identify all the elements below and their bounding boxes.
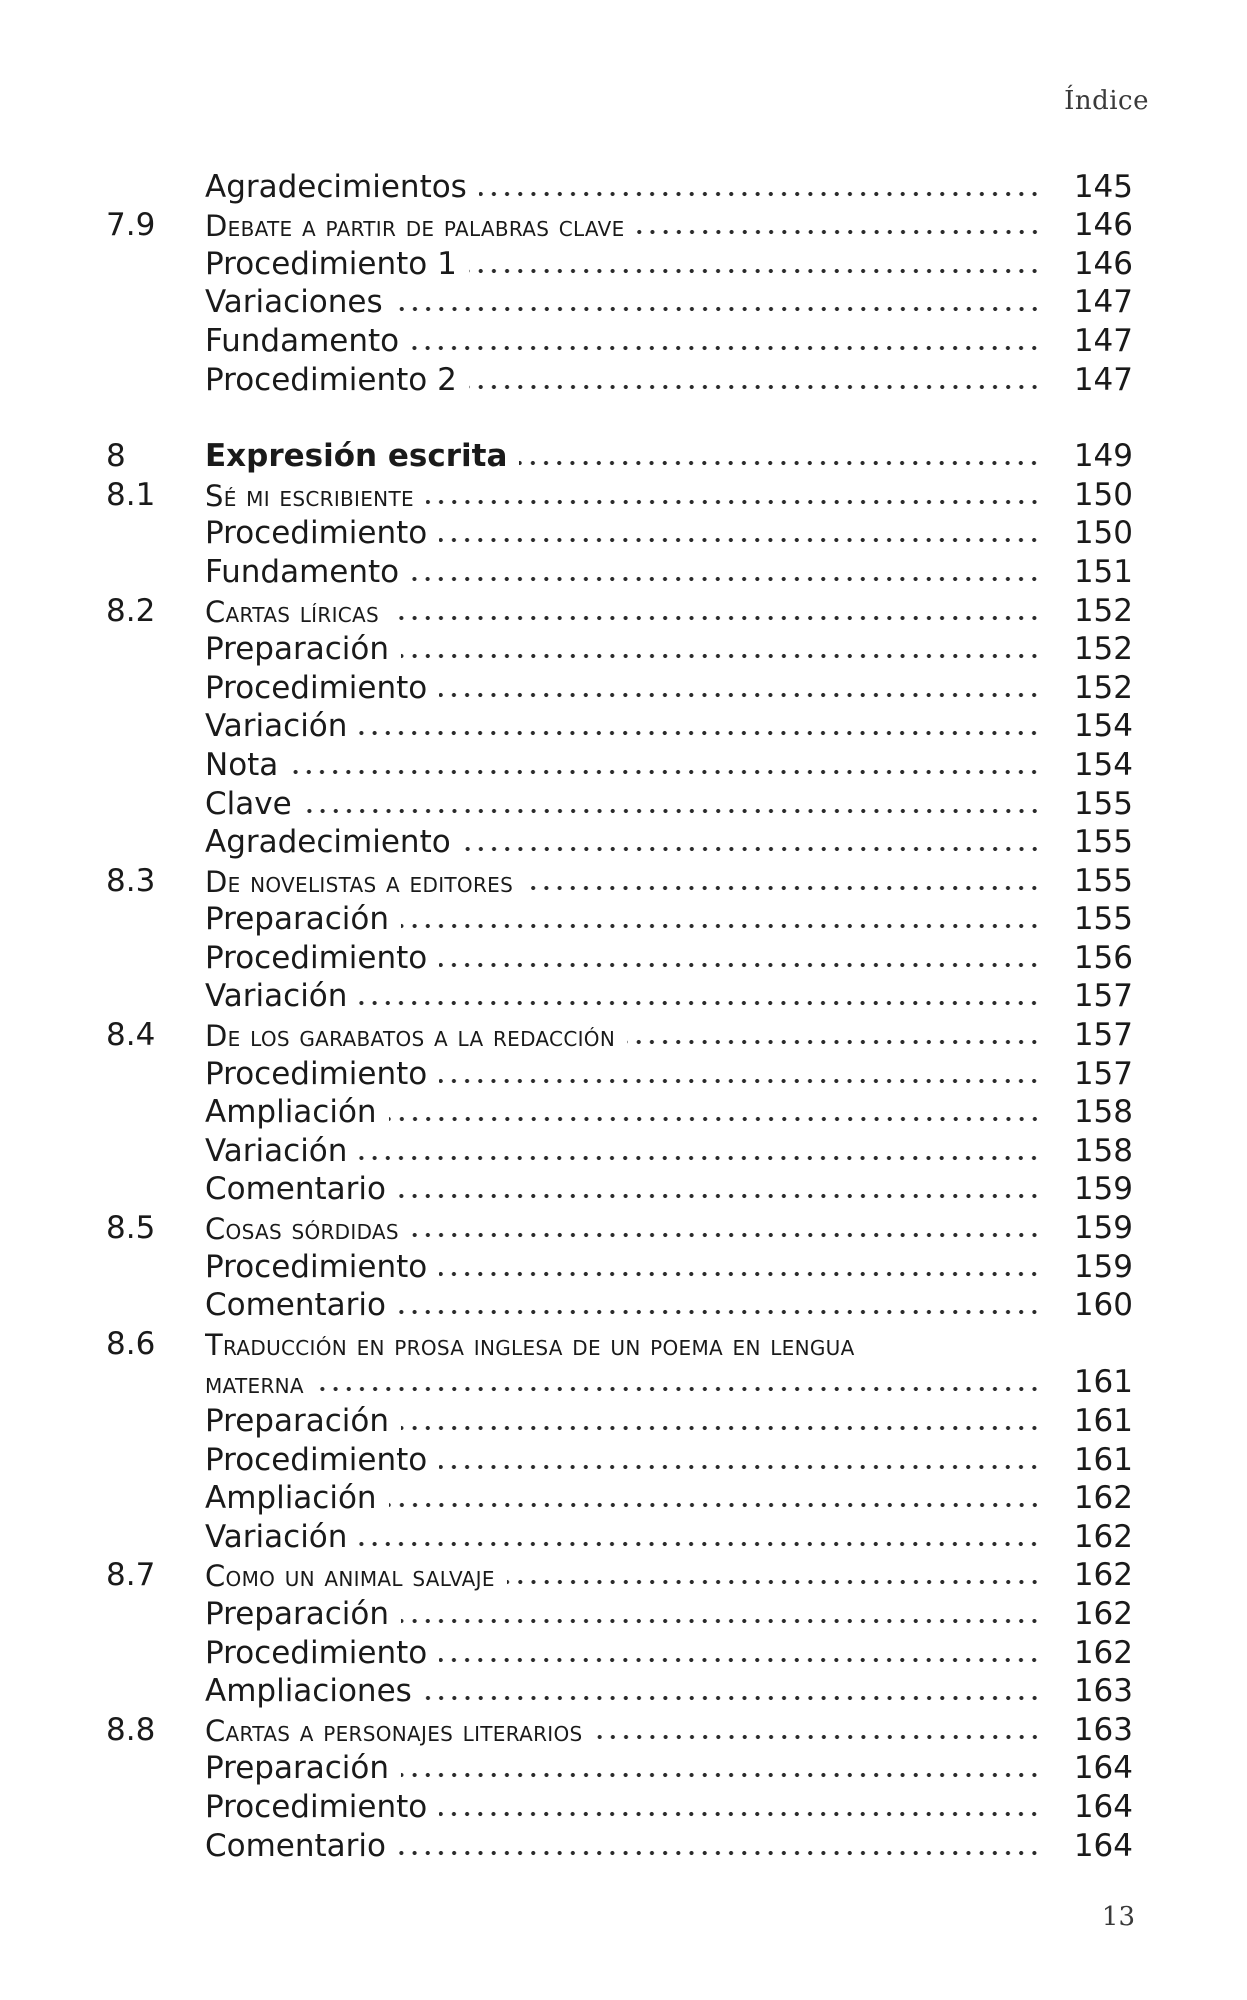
dot-leader: [426, 499, 1041, 505]
toc-entry-title-leader: [205, 1750, 1041, 1786]
toc-entry-title: Variaciones: [205, 284, 383, 321]
toc-entry: [0, 980, 1247, 1019]
dot-leader: [439, 1271, 1041, 1277]
dot-leader: [463, 846, 1041, 852]
toc-entry-title: Preparación: [205, 631, 389, 668]
toc-entry-page: 149: [1073, 438, 1133, 475]
toc-entry-title-leader: [205, 1019, 1041, 1053]
toc-entry-title: Procedimiento 1: [205, 245, 457, 282]
toc-entry-title-leader: [205, 1287, 1041, 1323]
toc-entry: [0, 710, 1247, 749]
toc-entry-title: Cartas líricas: [205, 594, 380, 629]
toc-entry-page: 161: [1073, 1364, 1133, 1401]
toc-entry-page: 159: [1073, 1210, 1133, 1247]
toc-entry-page: 164: [1073, 1788, 1133, 1825]
toc-entry-page: 161: [1073, 1441, 1133, 1478]
toc-entry-title: Procedimiento: [205, 1055, 428, 1092]
toc-entry: [0, 826, 1247, 865]
toc-entry-title: Ampliación: [205, 1480, 377, 1517]
toc-entry: [0, 1713, 1247, 1752]
dot-leader: [595, 1734, 1041, 1740]
toc-entry-number: 8.6: [106, 1325, 156, 1362]
dot-leader: [359, 1541, 1041, 1547]
toc-entry-title: Procedimiento: [205, 1634, 428, 1671]
toc-entry: [0, 324, 1247, 363]
toc-entry-title-leader: [205, 747, 1041, 783]
table-of-contents: [0, 170, 1247, 1868]
toc-entry: [0, 1636, 1247, 1675]
dot-leader: [439, 962, 1041, 968]
toc-entry-title-leader: [205, 1596, 1041, 1632]
toc-entry-page: 152: [1073, 592, 1133, 629]
toc-entry-title: De novelistas a editores: [205, 864, 514, 899]
toc-entry-title-leader: [205, 1094, 1041, 1130]
dot-leader: [439, 1078, 1041, 1084]
toc-entry-title: materna: [205, 1366, 304, 1401]
toc-entry-page: 164: [1073, 1827, 1133, 1864]
toc-entry-page: 164: [1073, 1750, 1133, 1787]
toc-entry-number: 8: [106, 438, 126, 475]
toc-entry-title-leader: [205, 1559, 1041, 1593]
toc-entry-page: 158: [1073, 1132, 1133, 1169]
toc-entry-page: 152: [1073, 669, 1133, 706]
toc-entry-title: Clave: [205, 785, 292, 822]
dot-leader: [304, 808, 1041, 814]
dot-leader: [627, 1039, 1041, 1045]
toc-entry: [0, 1057, 1247, 1096]
dot-leader: [389, 1502, 1041, 1508]
dot-leader: [401, 1772, 1041, 1778]
toc-entry-title: Fundamento: [205, 553, 400, 590]
dot-leader: [439, 1811, 1041, 1817]
toc-entry-title-leader: [205, 438, 1041, 474]
toc-entry-title: Procedimiento: [205, 1248, 428, 1285]
toc-entry-title-leader: [205, 1714, 1041, 1748]
toc-entry-title: Cosas sórdidas: [205, 1212, 399, 1247]
toc-entry-number: 8.3: [106, 862, 156, 899]
toc-entry-number: 7.9: [106, 207, 156, 244]
dot-leader: [398, 1193, 1041, 1199]
dot-leader: [411, 576, 1041, 582]
toc-entry-page: 162: [1073, 1634, 1133, 1671]
toc-entry-title-leader: [205, 824, 1041, 860]
toc-entry-page: 155: [1073, 824, 1133, 861]
toc-entry-title: Procedimiento: [205, 669, 428, 706]
toc-entry: [0, 1018, 1247, 1057]
toc-entry-title: Debate a partir de palabras clave: [205, 209, 625, 244]
toc-entry: [0, 787, 1247, 826]
toc-entry: [0, 1675, 1247, 1714]
toc-entry-page: 156: [1073, 939, 1133, 976]
toc-entry: [0, 1327, 1247, 1366]
toc-entry-page: 147: [1073, 284, 1133, 321]
toc-entry-page: 145: [1073, 168, 1133, 205]
toc-entry-title-leader: [205, 865, 1041, 899]
toc-entry-title: Variación: [205, 708, 348, 745]
toc-entry-page: 162: [1073, 1480, 1133, 1517]
dot-leader: [479, 191, 1041, 197]
toc-entry: [0, 555, 1247, 594]
dot-leader: [391, 615, 1041, 621]
dot-leader: [401, 1618, 1041, 1624]
toc-entry-title: Expresión escrita: [205, 438, 508, 475]
toc-entry-title-leader: [205, 246, 1041, 282]
toc-entry: [0, 941, 1247, 980]
running-head: Índice: [1064, 86, 1149, 116]
toc-entry-title-leader: [205, 515, 1041, 551]
toc-entry: [0, 478, 1247, 517]
toc-entry-title: Preparación: [205, 1750, 389, 1787]
toc-entry: [0, 1597, 1247, 1636]
toc-entry-page: 146: [1073, 245, 1133, 282]
toc-entry: [0, 1096, 1247, 1135]
toc-entry: [0, 1559, 1247, 1598]
toc-entry-page: 154: [1073, 708, 1133, 745]
toc-entry-title: Ampliación: [205, 1094, 377, 1131]
toc-entry-title: De los garabatos a la redacción: [205, 1019, 616, 1054]
toc-entry-page: 161: [1073, 1403, 1133, 1439]
dot-leader: [469, 268, 1041, 274]
toc-entry-page: 157: [1073, 1017, 1133, 1054]
toc-entry: [0, 363, 1247, 402]
toc-entry-number: 8.2: [106, 592, 156, 629]
dot-leader: [439, 692, 1041, 698]
toc-entry-title: Preparación: [205, 901, 389, 938]
toc-entry: [0, 286, 1247, 325]
toc-entry: [0, 671, 1247, 710]
toc-entry-number: 8.7: [106, 1557, 156, 1594]
toc-entry: [0, 247, 1247, 286]
toc-entry-page: 155: [1073, 862, 1133, 899]
toc-entry-title: Como un animal salvaje: [205, 1559, 495, 1594]
toc-entry-title: Procedimiento 2: [205, 361, 457, 398]
toc-entry-title: Variación: [205, 1132, 348, 1169]
toc-entry-title: Traducción en prosa inglesa de un poema en lengua: [205, 1327, 855, 1362]
dot-leader: [507, 1579, 1041, 1585]
toc-entry-title-leader: [205, 169, 1041, 205]
toc-entry-title: Comentario: [205, 1287, 387, 1324]
toc-entry-title-leader: [205, 1480, 1041, 1516]
toc-entry-title: Procedimiento: [205, 515, 428, 552]
toc-entry-page: 163: [1073, 1711, 1133, 1748]
toc-entry: [0, 594, 1247, 633]
toc-entry-title-leader: [205, 708, 1041, 744]
dot-leader: [389, 1116, 1041, 1122]
toc-entry-title-leader: [205, 323, 1041, 359]
toc-entry-page: 162: [1073, 1518, 1133, 1555]
toc-entry-number: 8.8: [106, 1711, 156, 1748]
toc-entry-title: Procedimiento: [205, 939, 428, 976]
toc-entry-title-leader: [205, 1673, 1041, 1709]
toc-entry-title-leader: [205, 978, 1041, 1014]
toc-entry-page: 154: [1073, 746, 1133, 783]
toc-entry-page: 158: [1073, 1094, 1133, 1131]
toc-entry: [0, 1250, 1247, 1289]
dot-leader: [439, 1464, 1041, 1470]
dot-leader: [401, 923, 1041, 929]
toc-entry-page: 152: [1073, 631, 1133, 668]
dot-leader: [359, 1000, 1041, 1006]
toc-entry-number: 8.5: [106, 1210, 156, 1247]
toc-entry: [0, 1404, 1247, 1443]
dot-leader: [411, 345, 1041, 351]
toc-entry-title-leader: [205, 1171, 1041, 1207]
toc-entry: [0, 440, 1247, 479]
toc-entry: [0, 633, 1247, 672]
toc-entry-title: Agradecimientos: [205, 168, 467, 205]
dot-leader: [439, 1657, 1041, 1663]
toc-entry-title: Comentario: [205, 1827, 387, 1864]
toc-entry: [0, 1443, 1247, 1482]
dot-leader: [525, 885, 1041, 891]
dot-leader: [401, 653, 1041, 659]
toc-entry: [0, 1829, 1247, 1868]
toc-entry-title-leader: [205, 1249, 1041, 1285]
dot-leader: [359, 730, 1041, 736]
toc-entry: [0, 1790, 1247, 1829]
toc-entry-title: Procedimiento: [205, 1441, 428, 1478]
toc-entry-title-leader: [205, 1403, 1041, 1439]
toc-entry: [0, 1173, 1247, 1212]
toc-entry-title-leader: [205, 479, 1041, 513]
toc-entry-title-leader: [205, 786, 1041, 822]
toc-entry-page: 147: [1073, 361, 1133, 398]
toc-entry-page: 159: [1073, 1171, 1133, 1208]
dot-leader: [398, 1309, 1041, 1315]
toc-entry-title-leader: [205, 631, 1041, 667]
toc-entry-title: Agradecimiento: [205, 824, 451, 861]
toc-entry-page: 162: [1073, 1557, 1133, 1594]
toc-entry-title-leader: [205, 670, 1041, 706]
toc-entry-title-leader: [205, 1442, 1041, 1478]
toc-entry-title-leader: [205, 940, 1041, 976]
toc-entry-page: 146: [1073, 207, 1133, 244]
toc-entry-title: Cartas a personajes literarios: [205, 1713, 583, 1748]
dot-leader: [290, 769, 1041, 775]
toc-entry-page: 160: [1073, 1287, 1133, 1324]
toc-entry-page: 147: [1073, 322, 1133, 359]
toc-entry: [0, 1482, 1247, 1521]
toc-entry-page: 155: [1073, 901, 1133, 938]
dot-leader: [519, 460, 1041, 466]
toc-entry-page: 157: [1073, 1055, 1133, 1092]
dot-leader: [411, 1232, 1041, 1238]
dot-leader: [424, 1695, 1041, 1701]
toc-entry: [0, 517, 1247, 556]
dot-leader: [439, 537, 1041, 543]
toc-entry-page: 157: [1073, 978, 1133, 1015]
toc-entry-title: Fundamento: [205, 322, 400, 359]
toc-entry-number: 8.1: [106, 476, 156, 513]
toc-entry-title-leader: [205, 595, 1041, 629]
toc-entry: [0, 209, 1247, 248]
toc-entry-title-leader: [205, 1056, 1041, 1092]
toc-entry-title: Preparación: [205, 1403, 389, 1439]
dot-leader: [316, 1386, 1041, 1392]
dot-leader: [469, 384, 1041, 390]
toc-entry-title-leader: [205, 1133, 1041, 1169]
toc-entry: [0, 170, 1247, 209]
toc-entry-page: 150: [1073, 515, 1133, 552]
toc-entry-title: Variación: [205, 1518, 348, 1555]
dot-leader: [398, 1850, 1041, 1856]
toc-entry: [0, 1366, 1247, 1405]
toc-entry-title-leader: [205, 1212, 1041, 1246]
toc-entry-title-leader: [205, 901, 1041, 937]
toc-entry-title: Procedimiento: [205, 1788, 428, 1825]
toc-entry: [0, 1289, 1247, 1328]
dot-leader: [395, 306, 1041, 312]
toc-entry-page: 155: [1073, 785, 1133, 822]
toc-entry-title: Sé mi escribiente: [205, 478, 414, 513]
toc-entry-number: 8.4: [106, 1017, 156, 1054]
toc-entry: [0, 903, 1247, 942]
dot-leader: [359, 1155, 1041, 1161]
toc-entry-title: Preparación: [205, 1595, 389, 1632]
toc-entry: [0, 864, 1247, 903]
toc-entry-page: 159: [1073, 1248, 1133, 1285]
toc-entry-title: Ampliaciones: [205, 1673, 412, 1710]
toc-entry-title-leader: [205, 1828, 1041, 1864]
toc-entry-page: 151: [1073, 553, 1133, 590]
toc-entry: [0, 748, 1247, 787]
toc-entry-page: 150: [1073, 476, 1133, 513]
toc-entry-title-leader: [205, 284, 1041, 320]
toc-entry-title: Comentario: [205, 1171, 387, 1208]
page-number: 13: [1101, 1902, 1135, 1932]
toc-entry: [0, 1134, 1247, 1173]
toc-entry-title-leader: [205, 1635, 1041, 1671]
toc-entry-title-leader: [205, 209, 1041, 243]
toc-entry-title-leader: [205, 1366, 1041, 1400]
toc-entry-title-leader: [205, 1789, 1041, 1825]
toc-entry: [0, 1520, 1247, 1559]
toc-entry-title: Variación: [205, 978, 348, 1015]
toc-entry: [0, 1211, 1247, 1250]
toc-entry-page: 162: [1073, 1595, 1133, 1632]
toc-entry: [0, 1752, 1247, 1791]
dot-leader: [401, 1425, 1041, 1431]
toc-entry-title-leader: [205, 362, 1041, 398]
dot-leader: [637, 229, 1041, 235]
toc-entry-page: 163: [1073, 1673, 1133, 1710]
toc-entry-title-leader: [205, 1519, 1041, 1555]
toc-entry-title: Nota: [205, 746, 279, 783]
toc-entry-title-leader: [205, 554, 1041, 590]
toc-entry-title-leader: [205, 1328, 1041, 1362]
